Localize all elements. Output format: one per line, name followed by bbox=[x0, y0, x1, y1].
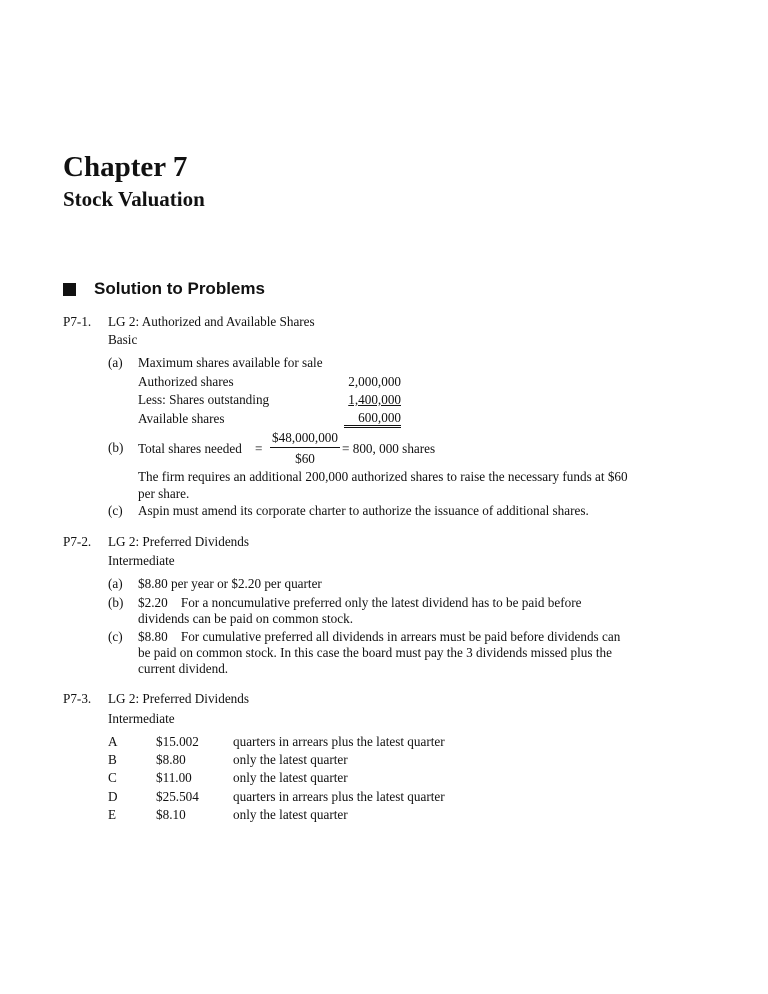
equals-sign: = bbox=[255, 441, 263, 456]
part-b-line-2: dividends can be paid on common stock. bbox=[138, 611, 353, 626]
row-note: only the latest quarter bbox=[233, 807, 348, 822]
row-letter: B bbox=[108, 752, 117, 767]
part-b-note-line-2: per share. bbox=[138, 486, 190, 501]
part-label-c: (c) bbox=[108, 629, 123, 644]
problem-level: Basic bbox=[108, 332, 138, 347]
fraction-numerator: $48,000,000 bbox=[272, 430, 338, 445]
row-letter: E bbox=[108, 807, 117, 822]
problem-number: P7-3. bbox=[63, 691, 92, 706]
part-c-text: Aspin must amend its corporate charter to authorize the issuance of additional shares. bbox=[138, 503, 589, 518]
row-amount: $25.504 bbox=[156, 789, 199, 804]
part-label-a: (a) bbox=[108, 355, 123, 370]
part-label-b: (b) bbox=[108, 440, 124, 455]
problem-title: LG 2: Preferred Dividends bbox=[108, 691, 249, 706]
chapter-number: Chapter 7 bbox=[63, 151, 188, 183]
part-b-line-1: $2.20 For a noncumulative preferred only the latest dividend has to be paid before bbox=[138, 595, 582, 610]
available-shares-total bbox=[344, 410, 401, 428]
row-letter: D bbox=[108, 789, 118, 804]
shares-result: = 800, 000 shares bbox=[342, 441, 436, 456]
row-letter: C bbox=[108, 770, 117, 785]
section-heading: Solution to Problems bbox=[94, 279, 265, 298]
row-note: only the latest quarter bbox=[233, 752, 348, 767]
part-a-heading: Maximum shares available for sale bbox=[138, 355, 323, 370]
part-label-b: (b) bbox=[108, 595, 124, 610]
fraction-denominator: $60 bbox=[295, 451, 315, 466]
row-amount: $11.00 bbox=[156, 770, 192, 785]
problem-number: P7-2. bbox=[63, 534, 92, 549]
part-a-text: $8.80 per year or $2.20 per quarter bbox=[138, 576, 322, 591]
shares-outstanding-label: Less: Shares outstanding bbox=[138, 392, 270, 407]
part-c-line-3: current dividend. bbox=[138, 661, 229, 676]
shares-outstanding-value: 1,400,000 bbox=[348, 392, 401, 407]
problem-title: LG 2: Preferred Dividends bbox=[108, 534, 249, 549]
total-shares-needed-label: Total shares needed bbox=[138, 441, 242, 456]
row-amount: $8.80 bbox=[156, 752, 186, 767]
row-amount: $15.002 bbox=[156, 734, 199, 749]
problem-title: LG 2: Authorized and Available Shares bbox=[108, 314, 315, 329]
row-amount: $8.10 bbox=[156, 807, 186, 822]
part-c-line-2: be paid on common stock. In this case the board must pay the 3 dividends missed plus the bbox=[138, 645, 612, 660]
part-c-line-1: $8.80 For cumulative preferred all dividends in arrears must be paid before dividends can bbox=[138, 629, 621, 644]
row-note: only the latest quarter bbox=[233, 770, 348, 785]
row-note: quarters in arrears plus the latest quarter bbox=[233, 789, 445, 804]
black-square-bullet-icon bbox=[63, 283, 76, 296]
part-b-note-line-1: The firm requires an additional 200,000 authorized shares to raise the necessary funds at $60 bbox=[138, 469, 628, 484]
part-label-a: (a) bbox=[108, 576, 123, 591]
available-shares-label: Available shares bbox=[138, 411, 225, 426]
available-shares-value: 600,000 bbox=[344, 410, 401, 428]
fraction-bar bbox=[270, 447, 340, 448]
problem-number: P7-1. bbox=[63, 314, 92, 329]
problem-level: Intermediate bbox=[108, 711, 175, 726]
row-note: quarters in arrears plus the latest quarter bbox=[233, 734, 445, 749]
authorized-shares-value: 2,000,000 bbox=[348, 374, 401, 389]
chapter-title: Stock Valuation bbox=[63, 187, 205, 211]
part-label-c: (c) bbox=[108, 503, 123, 518]
authorized-shares-label: Authorized shares bbox=[138, 374, 234, 389]
problem-level: Intermediate bbox=[108, 553, 175, 568]
row-letter: A bbox=[108, 734, 118, 749]
